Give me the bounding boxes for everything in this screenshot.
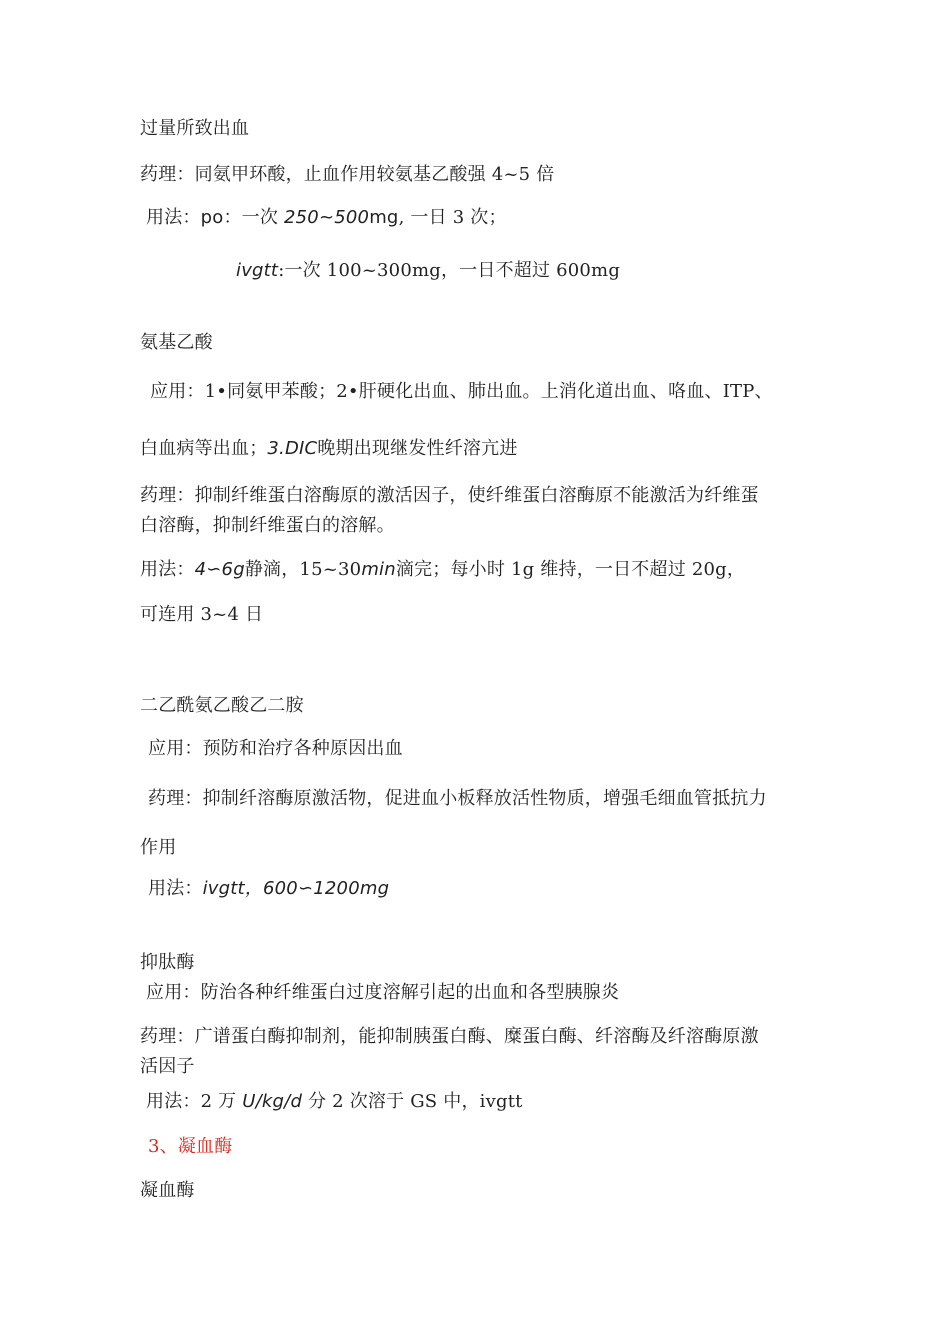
section3-pharmacology-line2: 作用	[140, 837, 177, 858]
section3-application: 应用：预防和治疗各种原因出血	[148, 738, 403, 759]
section3-pharmacology-line1: 药理：抑制纤溶酶原激活物，促进血小板释放活性物质，增强毛细血管抵抗力	[148, 788, 767, 809]
section3-usage: 用法：ivgtt，600∽1200mg	[148, 878, 390, 899]
section5-heading: 凝血酶	[140, 1180, 195, 1201]
section4-usage: 用法：2 万 U/kg/d 分 2 次溶于 GS 中，ivgtt	[146, 1091, 523, 1112]
section4-heading: 抑肽酶	[140, 952, 195, 973]
section3-heading: 二乙酰氨乙酸乙二胺	[140, 695, 304, 716]
section1-pharmacology: 药理：同氨甲环酸，止血作用较氨基乙酸强 4~5 倍	[140, 164, 555, 185]
section2-heading: 氨基乙酸	[140, 332, 213, 353]
section2-pharmacology-line1: 药理：抑制纤维蛋白溶酶原的激活因子，使纤维蛋白溶酶原不能激活为纤维蛋	[140, 485, 759, 506]
section5-red-heading: 3、凝血酶	[148, 1136, 233, 1157]
section2-usage-line1: 用法：4∽6g静滴，15~30min滴完；每小时 1g 维持，一日不超过 20g，	[140, 559, 746, 580]
section1-ivgtt-usage: ivgtt:一次 100~300mg，一日不超过 600mg	[236, 260, 621, 281]
section2-application-line1: 应用：1•同氨甲苯酸；2•肝硬化出血、肺出血。上消化道出血、咯血、ITP、	[150, 381, 773, 402]
section4-application: 应用：防治各种纤维蛋白过度溶解引起的出血和各型胰腺炎	[146, 982, 620, 1003]
section2-usage-line2: 可连用 3~4 日	[140, 604, 264, 625]
section1-heading: 过量所致出血	[140, 118, 250, 139]
section2-application-line2: 白血病等出血；3.DIC晚期出现继发性纤溶亢进	[140, 438, 518, 459]
section4-pharmacology-line2: 活因子	[140, 1056, 195, 1077]
section4-pharmacology-line1: 药理：广谱蛋白酶抑制剂，能抑制胰蛋白酶、糜蛋白酶、纤溶酶及纤溶酶原激	[140, 1026, 759, 1047]
section2-pharmacology-line2: 白溶酶，抑制纤维蛋白的溶解。	[140, 515, 395, 536]
section1-usage: 用法：po：一次 250~500mg, 一日 3 次；	[146, 207, 507, 228]
